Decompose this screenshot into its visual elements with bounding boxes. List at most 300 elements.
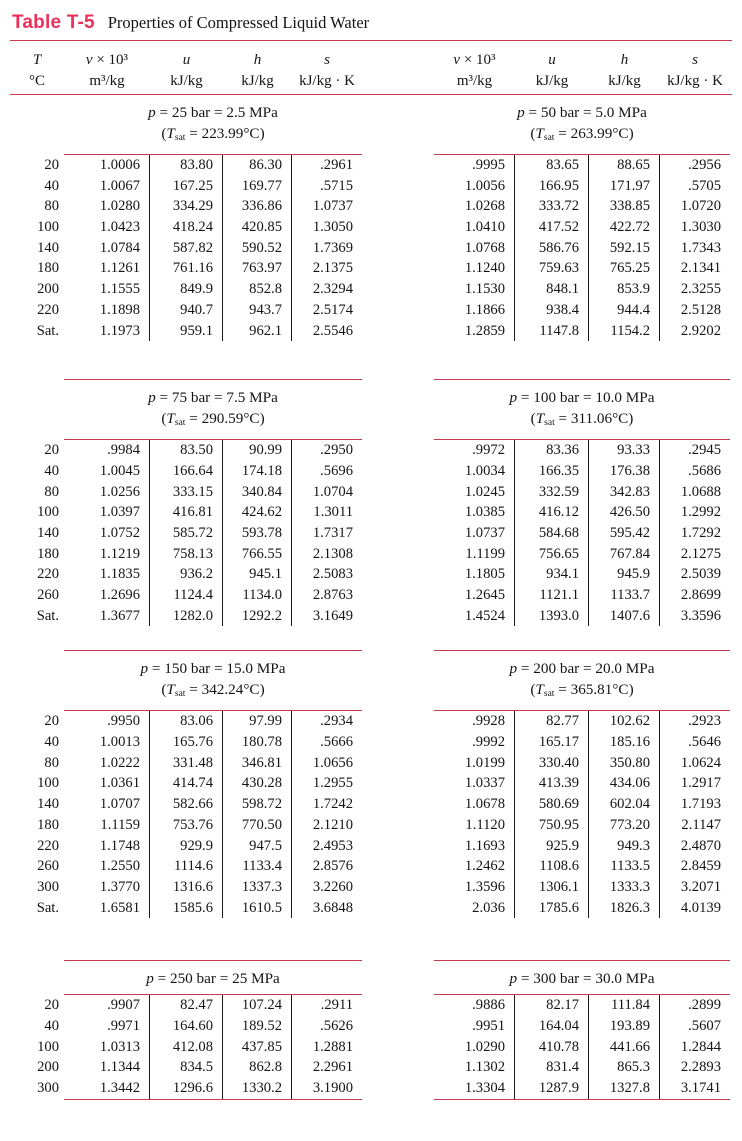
temperature-cell: 200	[37, 281, 59, 298]
value-cell-v: 1.0245	[434, 482, 515, 503]
value-cell-s: .2911	[320, 997, 353, 1014]
value-cell-u: 164.60	[150, 1016, 223, 1037]
value-cell-u: 164.04	[515, 1016, 589, 1037]
value-cell-u: 1114.6	[150, 856, 223, 877]
pressure-label: p = 100 bar = 10.0 MPa	[509, 389, 655, 407]
saturation-temperature-label: $(T_{sat} = 342.24^\circ C)$	[161, 681, 265, 700]
italic-symbol: v	[453, 52, 461, 68]
value-cell-s: 1.3050	[312, 219, 353, 236]
column-header-symbol	[515, 50, 589, 71]
pressure-section-header	[64, 102, 362, 149]
value-cell-v: 1.3770	[64, 877, 150, 898]
value-cell-h: 773.20	[589, 815, 660, 836]
column-header-symbol	[10, 50, 64, 71]
value-cell-s: 3.1900	[312, 1080, 353, 1096]
value-cell-s: 2.1275	[680, 545, 721, 562]
spacer	[10, 102, 64, 149]
value-cell-s: 1.7292	[680, 524, 721, 541]
italic-symbol: v	[85, 52, 93, 68]
value-cell-v: .9995	[434, 155, 515, 176]
value-cell-h: 430.28	[223, 773, 292, 794]
temperature-cell: 180	[37, 260, 59, 277]
value-cell-h: 1154.2	[589, 321, 660, 342]
value-cell-u: 165.76	[150, 732, 223, 753]
value-cell-h: 853.9	[589, 279, 660, 300]
column-header-unit: °C	[28, 72, 45, 89]
value-cell-u: 587.82	[150, 238, 223, 259]
value-cell-v: 1.1835	[64, 564, 150, 585]
value-cell-u: 934.1	[515, 564, 589, 585]
pressure-section-header	[64, 968, 362, 989]
value-cell-u: 1121.1	[515, 585, 589, 606]
value-cell-u: 1108.6	[515, 856, 589, 877]
pressure-section-header	[434, 968, 730, 989]
value-cell-h: 437.85	[223, 1037, 292, 1058]
value-cell-h: 338.85	[589, 196, 660, 217]
value-cell-v: 1.0006	[64, 155, 150, 176]
table-row	[10, 753, 736, 774]
value-cell-s: 2.8459	[680, 858, 721, 875]
temperature-cell: 220	[37, 837, 59, 854]
table-row	[10, 898, 736, 919]
value-cell-v: .9951	[434, 1016, 515, 1037]
value-cell-s: 2.4953	[312, 837, 353, 854]
value-cell-v: 1.0361	[64, 773, 150, 794]
table-row	[10, 217, 736, 238]
band-top-rule-right	[434, 650, 730, 651]
value-cell-v: 1.2462	[434, 856, 515, 877]
value-cell-v: 1.0013	[64, 732, 150, 753]
spacer	[362, 387, 434, 434]
value-cell-v: 1.0410	[434, 217, 515, 238]
value-cell-h: 340.84	[223, 482, 292, 503]
value-cell-v: .9950	[64, 711, 150, 732]
value-cell-h: 765.25	[589, 258, 660, 279]
spacer	[10, 387, 64, 434]
value-cell-h: 1133.5	[589, 856, 660, 877]
table-row	[10, 321, 736, 342]
value-cell-v: 1.2859	[434, 321, 515, 342]
temperature-cell: 100	[37, 1038, 59, 1055]
value-cell-s: 1.0704	[312, 483, 353, 500]
value-cell-v: 1.0737	[434, 523, 515, 544]
italic-symbol: T	[166, 681, 175, 699]
value-cell-h: 602.04	[589, 794, 660, 815]
value-cell-u: 334.29	[150, 196, 223, 217]
value-cell-u: 758.13	[150, 544, 223, 565]
section-header-row	[10, 651, 736, 710]
band-top-rule-right	[434, 960, 730, 961]
temperature-cell: 220	[37, 301, 59, 318]
value-cell-u: 1306.1	[515, 877, 589, 898]
value-cell-h: 949.3	[589, 836, 660, 857]
pressure-section-header	[434, 658, 730, 705]
value-cell-h: 945.9	[589, 564, 660, 585]
pressure-band	[10, 379, 736, 626]
table-row	[10, 300, 736, 321]
column-header-unit: m³/kg	[456, 72, 493, 89]
table-row	[10, 606, 736, 627]
value-cell-v: .9928	[434, 711, 515, 732]
spacer	[362, 968, 434, 989]
pressure-label: p = 200 bar = 20.0 MPa	[509, 660, 655, 678]
value-cell-h: 88.65	[589, 155, 660, 176]
value-cell-s: .2961	[320, 157, 353, 173]
value-cell-h: 185.16	[589, 732, 660, 753]
value-cell-s: 2.8699	[680, 587, 721, 603]
value-cell-v: 1.3596	[434, 877, 515, 898]
table-row	[10, 482, 736, 503]
value-cell-h: 1133.7	[589, 585, 660, 606]
temperature-cell: 140	[37, 524, 59, 541]
table-row	[10, 1057, 736, 1078]
value-cell-u: 83.36	[515, 440, 589, 461]
pressure-section-header	[64, 387, 362, 434]
table-row	[10, 732, 736, 753]
value-cell-v: 1.3442	[64, 1078, 150, 1099]
value-cell-u: 761.16	[150, 258, 223, 279]
value-cell-u: 848.1	[515, 279, 589, 300]
value-cell-u: 586.76	[515, 238, 589, 259]
temperature-cell: 100	[37, 504, 59, 521]
value-cell-v: 1.1302	[434, 1057, 515, 1078]
band-top-rule-right	[434, 379, 730, 380]
value-cell-u: 1785.6	[515, 898, 589, 919]
value-cell-v: .9992	[434, 732, 515, 753]
value-cell-s: .5705	[688, 177, 721, 194]
spacer	[10, 658, 64, 705]
value-cell-h: 174.18	[223, 461, 292, 482]
band-top-rule-left	[64, 960, 362, 961]
column-header-h	[589, 50, 660, 91]
value-cell-s: 1.2844	[680, 1038, 721, 1055]
value-cell-u: 584.68	[515, 523, 589, 544]
value-cell-h: 1327.8	[589, 1078, 660, 1099]
value-cell-v: 1.0268	[434, 196, 515, 217]
value-cell-s: 3.1741	[680, 1080, 721, 1096]
temperature-cell: 80	[44, 754, 59, 771]
value-cell-s: 1.7317	[312, 524, 353, 541]
column-header-unit: m³/kg	[89, 72, 125, 89]
value-cell-v: 1.0045	[64, 461, 150, 482]
value-cell-s: 2.5128	[680, 301, 721, 318]
value-cell-u: 418.24	[150, 217, 223, 238]
value-cell-h: 865.3	[589, 1057, 660, 1078]
value-cell-u: 332.59	[515, 482, 589, 503]
value-cell-h: 1333.3	[589, 877, 660, 898]
band-bottom-rule-left	[64, 1099, 362, 1100]
table-row	[10, 461, 736, 482]
value-cell-s: 2.2893	[680, 1059, 721, 1076]
value-cell-v: .9984	[64, 440, 150, 461]
value-cell-s: 2.8576	[312, 858, 353, 875]
value-cell-h: 193.89	[589, 1016, 660, 1037]
value-cell-h: 595.42	[589, 523, 660, 544]
value-cell-s: .5646	[688, 734, 721, 751]
value-cell-s: .5607	[688, 1017, 721, 1034]
italic-symbol: T	[166, 410, 175, 428]
value-cell-u: 580.69	[515, 794, 589, 815]
value-cell-h: 426.50	[589, 502, 660, 523]
temperature-cell: 220	[37, 566, 59, 583]
value-cell-v: 1.0752	[64, 523, 150, 544]
table-row	[10, 1078, 736, 1099]
value-cell-s: 2.4870	[680, 837, 721, 854]
table-row	[10, 176, 736, 197]
value-cell-u: 1393.0	[515, 606, 589, 627]
value-cell-v: 1.0280	[64, 196, 150, 217]
value-cell-v: 1.0707	[64, 794, 150, 815]
temperature-cell: 140	[37, 796, 59, 813]
column-header-unit: kJ/kg	[608, 72, 641, 89]
value-cell-s: .2934	[320, 713, 353, 730]
value-cell-u: 414.74	[150, 773, 223, 794]
value-cell-u: 417.52	[515, 217, 589, 238]
value-cell-s: 1.0737	[312, 198, 353, 215]
value-cell-u: 759.63	[515, 258, 589, 279]
value-cell-v: 1.6581	[64, 898, 150, 919]
column-header-u	[515, 50, 589, 91]
value-cell-s: 1.3030	[680, 219, 721, 236]
italic-symbol: T	[166, 125, 175, 142]
temperature-cell: 40	[44, 462, 59, 479]
pressure-section-header	[434, 387, 730, 434]
value-cell-u: 331.48	[150, 753, 223, 774]
value-cell-h: 1330.2	[223, 1078, 292, 1099]
value-cell-v: 1.1240	[434, 258, 515, 279]
value-cell-v: 1.1159	[64, 815, 150, 836]
value-cell-u: 929.9	[150, 836, 223, 857]
value-cell-s: .2956	[688, 157, 721, 173]
band-bottom-rule	[10, 1099, 736, 1100]
pressure-label: p = 50 bar = 5.0 MPa	[517, 104, 647, 121]
temperature-cell: 20	[44, 997, 59, 1014]
table-row	[10, 155, 736, 176]
value-cell-v: 1.0199	[434, 753, 515, 774]
temperature-cell: Sat.	[36, 607, 59, 624]
value-cell-u: 412.08	[150, 1037, 223, 1058]
table-row	[10, 238, 736, 259]
italic-symbol: T	[535, 410, 545, 428]
value-cell-u: 925.9	[515, 836, 589, 857]
value-cell-u: 1124.4	[150, 585, 223, 606]
table-row	[10, 815, 736, 836]
table-row	[10, 440, 736, 461]
value-cell-u: 83.50	[150, 440, 223, 461]
value-cell-u: 1282.0	[150, 606, 223, 627]
italic-symbol: T	[32, 52, 42, 68]
value-cell-u: 940.7	[150, 300, 223, 321]
value-cell-v: 1.1973	[64, 321, 150, 342]
italic-symbol: p	[146, 970, 154, 988]
value-cell-u: 753.76	[150, 815, 223, 836]
value-cell-s: 4.0139	[680, 899, 721, 916]
value-cell-s: 2.1308	[312, 545, 353, 562]
pressure-label: p = 300 bar = 30.0 MPa	[509, 970, 655, 988]
pressure-label: p = 25 bar = 2.5 MPa	[148, 104, 278, 121]
value-cell-s: .5696	[320, 462, 353, 479]
value-cell-u: 585.72	[150, 523, 223, 544]
value-cell-h: 342.83	[589, 482, 660, 503]
value-cell-s: 2.5546	[312, 322, 353, 339]
value-cell-s: 1.2955	[312, 775, 353, 792]
pressure-label: p = 75 bar = 7.5 MPa	[148, 389, 278, 407]
value-cell-s: .5626	[320, 1017, 353, 1034]
value-cell-s: 2.5083	[312, 566, 353, 583]
value-cell-v: 1.0784	[64, 238, 150, 259]
italic-symbol: h	[620, 52, 629, 68]
value-cell-v: 1.0222	[64, 753, 150, 774]
value-cell-h: 1337.3	[223, 877, 292, 898]
table-title-text: Properties of Compressed Liquid Water	[107, 13, 370, 32]
value-cell-u: 166.95	[515, 176, 589, 197]
table-row	[10, 585, 736, 606]
value-cell-u: 82.77	[515, 711, 589, 732]
column-header-s	[292, 50, 362, 91]
saturation-temperature-label: $(T_{sat} = 290.59^\circ C)$	[161, 410, 265, 429]
value-cell-h: 1826.3	[589, 898, 660, 919]
temperature-cell: 180	[37, 545, 59, 562]
value-cell-s: 2.1375	[312, 260, 353, 277]
value-cell-h: 763.97	[223, 258, 292, 279]
value-cell-s: 1.2992	[680, 504, 721, 521]
column-header-temperature	[10, 50, 64, 91]
column-header-symbol	[589, 50, 660, 71]
value-cell-h: 336.86	[223, 196, 292, 217]
value-cell-s: 2.3294	[312, 281, 353, 298]
saturation-temperature-label: $(T_{sat} = 365.81^\circ C)$	[530, 681, 634, 700]
table-row	[10, 502, 736, 523]
band-bottom-rule-right	[434, 1099, 730, 1100]
value-cell-s: 2.1341	[680, 260, 721, 277]
italic-symbol: h	[253, 52, 262, 68]
value-cell-s: 3.6848	[312, 899, 353, 916]
value-cell-h: 590.52	[223, 238, 292, 259]
value-cell-v: 1.2696	[64, 585, 150, 606]
value-cell-s: 1.7193	[680, 796, 721, 813]
table-row	[10, 196, 736, 217]
value-cell-v: 1.1199	[434, 544, 515, 565]
value-cell-h: 767.84	[589, 544, 660, 565]
temperature-cell: 300	[37, 1080, 59, 1096]
value-cell-s: 3.2260	[312, 878, 353, 895]
temperature-cell: 20	[44, 713, 59, 730]
temperature-cell: 80	[44, 483, 59, 500]
value-cell-h: 97.99	[223, 711, 292, 732]
value-cell-u: 959.1	[150, 321, 223, 342]
value-cell-s: .2945	[688, 442, 721, 459]
temperature-cell: 100	[37, 775, 59, 792]
value-cell-h: 189.52	[223, 1016, 292, 1037]
value-cell-v: 1.0768	[434, 238, 515, 259]
temperature-cell: 20	[44, 442, 59, 459]
value-cell-h: 434.06	[589, 773, 660, 794]
italic-symbol: p	[517, 104, 525, 121]
subscript: sat	[544, 418, 555, 429]
value-cell-s: 1.0656	[312, 754, 353, 771]
value-cell-v: 1.2645	[434, 585, 515, 606]
value-cell-h: 947.5	[223, 836, 292, 857]
temperature-cell: 80	[44, 198, 59, 215]
section-header-row	[10, 380, 736, 439]
value-cell-v: 1.1120	[434, 815, 515, 836]
temperature-cell: 260	[37, 858, 59, 875]
value-cell-v: 1.0034	[434, 461, 515, 482]
value-cell-u: 83.65	[515, 155, 589, 176]
value-cell-u: 1147.8	[515, 321, 589, 342]
value-cell-s: .2923	[688, 713, 721, 730]
value-cell-h: 1407.6	[589, 606, 660, 627]
value-cell-h: 852.8	[223, 279, 292, 300]
italic-symbol: T	[535, 125, 544, 142]
italic-symbol: p	[148, 104, 156, 121]
value-cell-h: 424.62	[223, 502, 292, 523]
value-cell-u: 416.12	[515, 502, 589, 523]
value-cell-s: 1.0688	[680, 483, 721, 500]
italic-symbol: p	[148, 389, 156, 407]
table-row	[10, 773, 736, 794]
value-cell-v: 1.3677	[64, 606, 150, 627]
column-header-symbol	[292, 50, 362, 71]
value-cell-h: 945.1	[223, 564, 292, 585]
value-cell-h: 422.72	[589, 217, 660, 238]
italic-symbol: u	[182, 52, 191, 68]
value-cell-h: 171.97	[589, 176, 660, 197]
spacer	[362, 102, 434, 149]
value-cell-u: 330.40	[515, 753, 589, 774]
table-row	[10, 856, 736, 877]
value-cell-u: 1585.6	[150, 898, 223, 919]
value-cell-s: 1.7242	[312, 796, 353, 813]
value-cell-u: 410.78	[515, 1037, 589, 1058]
value-cell-h: 93.33	[589, 440, 660, 461]
value-cell-h: 944.4	[589, 300, 660, 321]
column-header-v	[64, 50, 150, 91]
pressure-label: p = 150 bar = 15.0 MPa	[140, 660, 286, 678]
value-cell-h: 1610.5	[223, 898, 292, 919]
value-cell-h: 176.38	[589, 461, 660, 482]
temperature-cell: 20	[44, 157, 59, 173]
value-cell-h: 1133.4	[223, 856, 292, 877]
pressure-section-header	[434, 102, 730, 149]
value-cell-v: 1.1555	[64, 279, 150, 300]
value-cell-v: 1.0056	[434, 176, 515, 197]
saturation-temperature-label: $(T_{sat} = 223.99^\circ C)$	[161, 125, 265, 143]
value-cell-v: 1.3304	[434, 1078, 515, 1099]
value-cell-s: .2950	[320, 442, 353, 459]
value-cell-s: 3.3596	[680, 607, 721, 624]
temperature-cell: 40	[44, 1017, 59, 1034]
column-header-u	[150, 50, 223, 91]
spacer	[362, 658, 434, 705]
table-row	[10, 523, 736, 544]
temperature-cell: Sat.	[36, 322, 59, 339]
value-cell-v: 1.1748	[64, 836, 150, 857]
value-cell-v: 2.036	[434, 898, 515, 919]
value-cell-v: 1.1530	[434, 279, 515, 300]
value-cell-v: 1.0313	[64, 1037, 150, 1058]
column-header-s	[660, 50, 730, 91]
value-cell-h: 169.77	[223, 176, 292, 197]
value-cell-v: .9907	[64, 995, 150, 1016]
band-top-rule-left	[64, 650, 362, 651]
value-cell-h: 441.66	[589, 1037, 660, 1058]
table-row	[10, 711, 736, 732]
value-cell-h: 593.78	[223, 523, 292, 544]
table-row	[10, 564, 736, 585]
table-row	[10, 836, 736, 857]
value-cell-s: 1.0720	[680, 198, 721, 215]
